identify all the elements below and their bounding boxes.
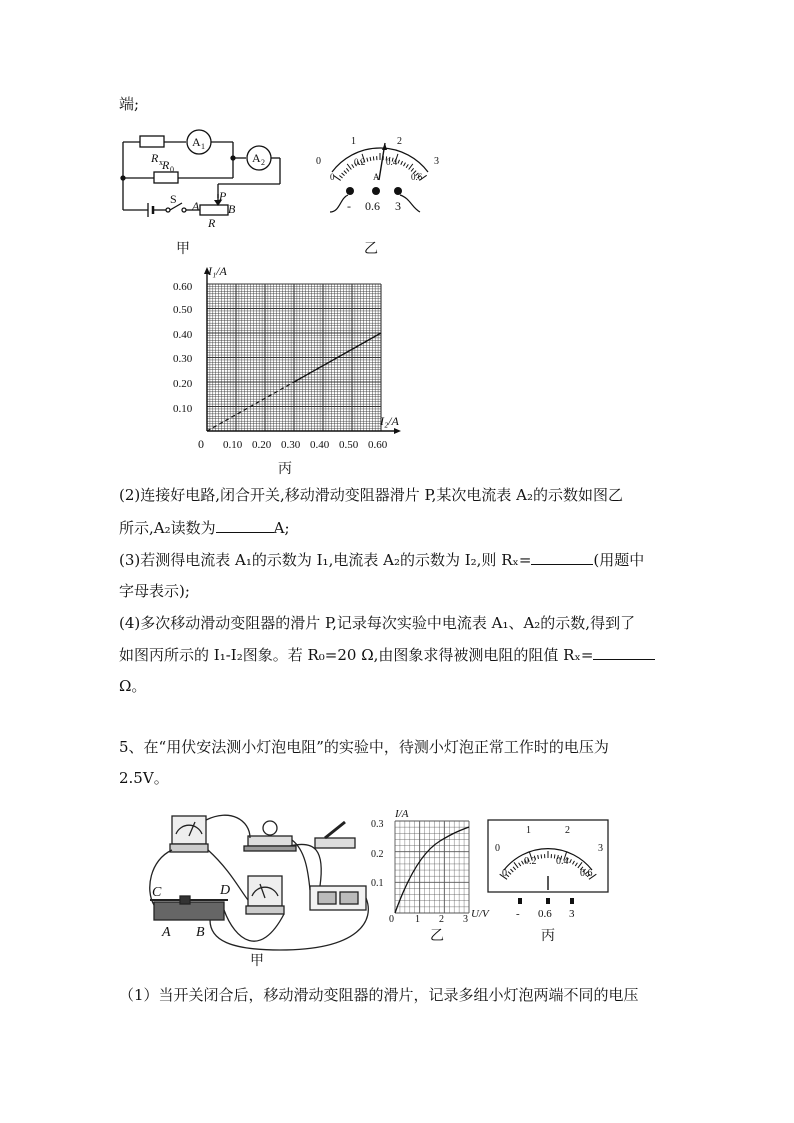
- dial1-top-2: 2: [397, 136, 402, 147]
- graph5-ytick-2: 0.2: [371, 849, 384, 860]
- caption5-jia: 甲: [250, 953, 264, 969]
- dial2-bot-1: 0.2: [524, 856, 537, 867]
- apparatus-label-d: D: [220, 883, 231, 898]
- dial-tick: [367, 158, 368, 162]
- label-switch: S: [170, 192, 177, 206]
- dial1-bot-2: 0.4: [386, 157, 398, 167]
- dial2-term-06: 0.6: [538, 908, 552, 920]
- dial2-top-3: 3: [598, 843, 603, 854]
- dial-tick: [541, 854, 542, 858]
- dial2-top-2: 2: [565, 825, 570, 836]
- text-top-fragment: 端;: [119, 95, 140, 113]
- q4-line1: (4)多次移动滑动变阻器的滑片 P,记录每次实验中电流表 A₁、A₂的示数,得到了: [119, 614, 636, 632]
- graph-bing-xaxis: I₂/A: [380, 414, 399, 428]
- caption-jia: 甲: [176, 241, 190, 257]
- q2-line1: (2)连接好电路,闭合开关,移动滑动变阻器滑片 P,某次电流表 A₂的示数如图乙: [119, 486, 623, 504]
- q3-line2: 字母表示);: [119, 582, 190, 600]
- graph-bing-ytick-5: 0.50: [173, 304, 193, 316]
- q5-1-line1: （1）当开关闭合后，移动滑动变阻器的滑片，记录多组小灯泡两端不同的电压: [119, 986, 639, 1004]
- circuit-diagram-jia: [118, 120, 293, 230]
- dial2-bot-3: 0.6: [580, 868, 593, 879]
- dial-tick: [347, 164, 351, 170]
- graph5-ytick-1: 0.1: [371, 878, 384, 889]
- dial1-bot-3: 0.6: [411, 172, 423, 182]
- graph5-xtick-1: 1: [415, 914, 420, 925]
- dial-tick: [406, 164, 408, 167]
- dial1-top-3: 3: [434, 156, 439, 167]
- graph5-xaxis: U/V: [471, 908, 489, 920]
- caption5-yi: 乙: [430, 928, 444, 944]
- graph-bing: [170, 262, 420, 454]
- dial-tick: [339, 176, 342, 178]
- graph-bing-ytick-6: 0.60: [173, 281, 193, 293]
- label-a1: A: [192, 135, 201, 149]
- dial1-bot-1: 0.2: [354, 157, 366, 167]
- q2-line2-pre: 所示,A₂读数为: [119, 519, 216, 537]
- q2-line2: [119, 518, 290, 538]
- apparatus-label-a: A: [162, 925, 171, 940]
- graph-bing-ytick-3: 0.30: [173, 353, 193, 365]
- dial1-term-neg: -: [347, 199, 351, 213]
- q3-line1-post: (用题中: [593, 551, 645, 569]
- x-axis-arrow: [394, 428, 401, 434]
- graph5-yi: [365, 805, 489, 925]
- label-p: P: [219, 189, 227, 203]
- graph-bing-ytick-4: 0.40: [173, 329, 193, 341]
- graph5-xtick-3: 3: [463, 914, 468, 925]
- graph-bing-xtick-1: 0.10: [223, 439, 243, 451]
- apparatus-diagram-jia: [140, 810, 375, 970]
- meter5-bing: [486, 818, 612, 920]
- graph-bing-yaxis: I₁/A: [208, 264, 227, 278]
- dial2-top-0: 0: [495, 843, 500, 854]
- dial2-bot-0: 0: [502, 868, 507, 879]
- label-a2-sub: 2: [261, 158, 265, 167]
- graph-bing-ytick-2: 0.20: [173, 378, 193, 390]
- dial2-top-1: 1: [526, 825, 531, 836]
- dial-tick: [554, 854, 555, 858]
- graph-bing-xtick-2: 0.20: [252, 439, 272, 451]
- q2-answer-blank[interactable]: [216, 518, 274, 533]
- dial-tick: [401, 161, 403, 165]
- graph5-xtick-2: 2: [439, 914, 444, 925]
- dial-tick: [370, 157, 371, 161]
- dial-tick: [404, 163, 406, 166]
- q4-line2: [119, 645, 655, 665]
- dial2-term-neg: -: [516, 908, 520, 920]
- dial-tick: [409, 164, 413, 170]
- label-rx: R: [151, 151, 159, 165]
- dial2-term-3: 3: [569, 908, 575, 920]
- caption5-bing: 丙: [541, 928, 555, 944]
- label-r0-sub: 0: [170, 165, 174, 174]
- graph-bing-xtick-6: 0.60: [368, 439, 388, 451]
- caption-yi: 乙: [364, 241, 378, 257]
- dial1-unit: A: [373, 172, 380, 182]
- q3-line1: [119, 550, 644, 570]
- dial1-top-1: 1: [351, 136, 356, 147]
- dial-tick: [346, 168, 349, 171]
- apparatus-label-c: C: [152, 885, 162, 900]
- graph5-ytick-3: 0.3: [371, 819, 384, 830]
- q2-line2-post: A;: [273, 519, 290, 537]
- graph-bing-ytick-1: 0.10: [173, 403, 193, 415]
- dial-tick: [373, 156, 374, 160]
- label-a1-sub: 1: [201, 142, 205, 151]
- graph-bing-xtick-3: 0.30: [281, 439, 301, 451]
- q3-line1-pre: (3)若测得电流表 A₁的示数为 I₁,电流表 A₂的示数为 I₂,则 Rₓ=: [119, 551, 532, 569]
- q3-answer-blank[interactable]: [531, 550, 593, 565]
- dial2-bot-2: 0.4: [556, 856, 569, 867]
- label-rx-sub: x: [159, 158, 163, 167]
- dial-tick: [342, 173, 345, 176]
- dial1-term-3: 3: [395, 199, 401, 213]
- apparatus-label-b: B: [196, 925, 205, 940]
- label-b-end: B: [228, 202, 236, 216]
- ammeter-dial-yi: [310, 128, 450, 220]
- dial1-bot-0: 0: [330, 172, 335, 182]
- graph-bing-origin: 0: [198, 437, 204, 451]
- label-r: R: [208, 216, 216, 230]
- q4-answer-blank[interactable]: [593, 645, 655, 660]
- label-r0: R: [162, 158, 170, 172]
- q5-line2: 2.5V。: [119, 769, 169, 787]
- graph5-yaxis: I/A: [395, 808, 409, 820]
- dial1-top-0: 0: [316, 156, 321, 167]
- q4-line3: Ω。: [119, 677, 147, 695]
- q4-line2-pre: 如图丙所示的 I₁-I₂图象。若 R₀=20 Ω,由图象求得被测电阻的阻值 Rₓ=: [119, 646, 594, 664]
- dial1-term-06: 0.6: [365, 199, 380, 213]
- label-a2: A: [252, 151, 261, 165]
- q5-line1: 5、在“用伏安法测小灯泡电阻”的实验中，待测小灯泡正常工作时的电压为: [119, 738, 609, 756]
- caption-bing: 丙: [278, 461, 292, 477]
- graph-bing-xtick-4: 0.40: [310, 439, 330, 451]
- dial-tick: [398, 160, 399, 164]
- dial-tick: [411, 168, 414, 171]
- graph-bing-xtick-5: 0.50: [339, 439, 359, 451]
- graph5-origin: 0: [389, 914, 394, 925]
- dial-tick: [344, 171, 347, 174]
- label-a-end: A: [192, 199, 200, 213]
